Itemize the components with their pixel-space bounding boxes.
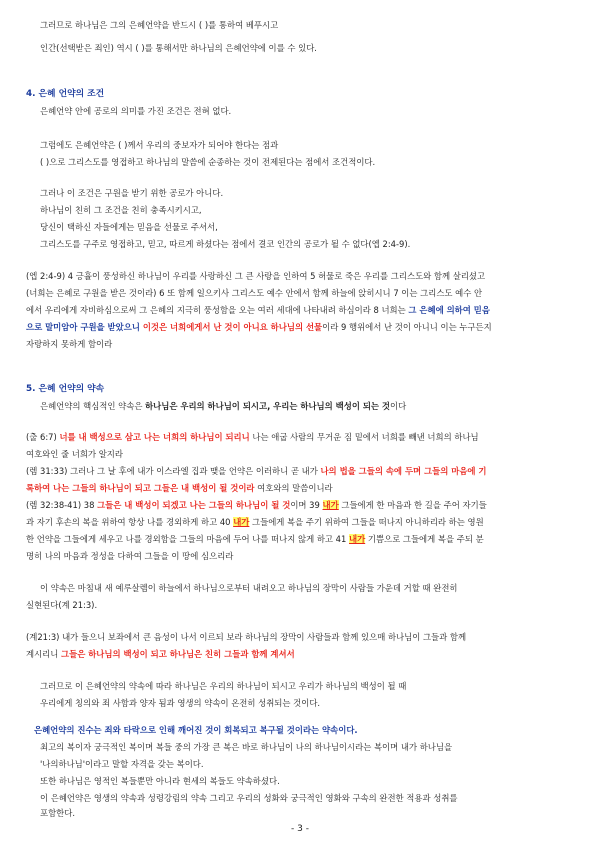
jeremiah31-highlight-b: 록하여 나는 그들의 하나님이 되고 그들은 내 백성이 될 것이라 <box>26 483 255 493</box>
jeremiah32-text-b: 이며 39 <box>290 500 323 510</box>
ephesians-line-3 <box>26 305 490 316</box>
jeremiah32-line-3-a: 한 언약을 그들에게 세우고 나를 경외함을 그들의 마음에 두어 나를 떠나지 않게 하고 41 <box>26 534 349 544</box>
revelation-highlight: 그들은 하나님의 백성이 되고 하나님은 친히 그들과 함께 계셔서 <box>61 649 295 659</box>
jeremiah32-text-c: 그들에게 한 마음과 한 길을 주어 자기들 <box>338 500 487 510</box>
section-5-heading: 5. 은혜 언약의 약속 <box>26 384 105 394</box>
ephesians-highlight-faith: 으로 말미암아 구원을 받았으니 <box>26 322 140 332</box>
conclusion-line-2: 우리에게 칭의와 죄 사함과 양자 됨과 영생의 약속이 온전히 성취되는 것이다. <box>40 698 321 708</box>
exodus-highlight: 너를 내 백성으로 삼고 나는 너희의 하나님이 되리니 <box>59 432 250 442</box>
core-promise-bold: 하나님은 우리의 하나님이 되시고, 우리는 하나님의 백성이 되는 것 <box>145 401 391 411</box>
ephesians-highlight-gift: 이것은 너희에게서 난 것이 아니요 하나님의 선물 <box>139 322 323 332</box>
jeremiah31-tail: 여호와의 말씀이니라 <box>254 483 333 493</box>
exodus-tail: 나는 애굽 사람의 무거운 짐 밑에서 너희를 빼낸 너희의 하나님 <box>249 432 479 442</box>
ending-line-4: 이 은혜언약은 영생의 약속과 성령강림의 약속 그리고 우리의 성화와 궁극적인 영화와 구속의 완전한 적용과 성취를 <box>40 793 458 803</box>
jeremiah32-mark-1: 내가 <box>322 500 339 510</box>
jeremiah31-highlight-a: 나의 법을 그들의 속에 두며 그들의 마음에 기 <box>320 466 487 476</box>
ephesians-highlight-grace: 그 은혜에 의하여 믿음 <box>408 305 490 315</box>
jeremiah32-line-3-b: 기쁨으로 그들에게 복을 주되 분 <box>365 534 484 544</box>
section-4-heading: 4. 은혜 언약의 조건 <box>26 89 105 99</box>
jeremiah32-highlight: 그들은 내 백성이 되겠고 나는 그들의 하나님이 될 것 <box>97 500 291 510</box>
revelation-line-2 <box>26 649 295 660</box>
jeremiah32-line-2-b: 그들에게 복을 주기 위하여 그들을 떠나지 아니하리라 하는 영원 <box>249 517 484 527</box>
section-4-intro: 은혜언약 안에 공로의 의미를 가진 조건은 전혀 없다. <box>40 106 232 116</box>
grace-line-1: 그러나 이 조건은 구원을 받기 위한 공로가 아니다. <box>40 188 224 198</box>
condition-line-1: 그럼에도 은혜언약은 ( )께서 우리의 중보자가 되어야 한다는 점과 <box>40 140 279 150</box>
revelation-line-1: (계21:3) 내가 들으니 보좌에서 큰 음성이 나서 이르되 보라 하나님의 장막이 사람들과 함께 있으매 하나님이 그들과 함께 <box>26 632 467 642</box>
jeremiah32-mark-2: 내가 <box>233 517 250 527</box>
ending-line-2: '나의하나님'이라고 말할 자격을 갖는 복이다. <box>40 759 204 769</box>
grace-line-3: 당신이 택하신 자들에게는 믿음을 선물로 주셔서, <box>40 222 218 232</box>
condition-line-2: ( )으로 그리스도를 영접하고 하나님의 말씀에 순종하는 것이 전제된다는 점에서 조건적이다. <box>40 157 376 167</box>
covenant-means-line-2: 인간(선택받은 죄인) 역시 ( )를 통해서만 하나님의 은혜언약에 이를 수 있다. <box>40 43 317 53</box>
jeremiah32-line-2-a: 과 자기 후손의 복을 위하여 항상 나를 경외하게 하고 40 <box>26 517 234 527</box>
jeremiah32-line-2 <box>26 517 484 528</box>
jeremiah32-mark-3: 내가 <box>349 534 366 544</box>
jeremiah32-line-1 <box>26 500 487 511</box>
fulfilment-line-1: 이 약속은 마침내 새 예루살렘이 하늘에서 하나님으로부터 내려오고 하나님의 장막이 사람들 가운데 거할 때 완전히 <box>40 583 458 593</box>
core-promise-line <box>40 401 406 412</box>
ephesians-line-2: (너희는 은혜로 구원을 받은 것이라) 6 또 함께 일으키사 그리스도 예수 안에서 함께 하늘에 앉히시니 7 이는 그리스도 예수 안 <box>26 288 483 298</box>
ephesians-line-4-tail: 이라 9 행위에서 난 것이 아니니 이는 누구든지 <box>322 322 492 332</box>
jeremiah32-line-3 <box>26 534 484 545</box>
jeremiah32-line-4: 명히 나의 마음과 정성을 다하여 그들을 이 땅에 심으리라 <box>26 551 234 561</box>
grace-line-2: 하나님이 친히 그 조건을 친히 충족시키시고, <box>40 205 202 215</box>
ending-line-1: 최고의 복이자 궁극적인 복이며 복들 중의 가장 큰 복은 바로 하나님이 나의 하나님이시라는 복이며 내가 하나님을 <box>40 742 453 752</box>
essence-statement: 은혜언약의 진수는 죄와 타락으로 인해 깨어진 것이 회복되고 복구될 것이라는 약속이다. <box>34 725 358 735</box>
fulfilment-line-2: 실현된다(계 21:3). <box>26 600 98 610</box>
ephesians-line-3-text: 에서 우리에게 자비하심으로써 그 은혜의 지극히 풍성함을 오는 여러 세대에 나타내려 하심이라 8 너희는 <box>26 305 409 315</box>
ephesians-line-5: 자랑하지 못하게 함이라 <box>26 339 113 349</box>
ending-line-3: 또한 하나님은 영적인 복들뿐만 아니라 현세의 복들도 약속하셨다. <box>40 776 280 786</box>
jeremiah31-text: (렘 31:33) 그러나 그 날 후에 내가 이스라엘 집과 맺을 언약은 이러하니 곧 내가 <box>26 466 321 476</box>
ending-line-5: 포함한다. <box>40 808 76 818</box>
jeremiah32-ref: (렘 32:38-41) 38 <box>26 500 98 510</box>
covenant-means-line-1: 그러므로 하나님은 그의 은혜언약을 반드시 ( )를 통하여 베푸시고 <box>40 20 279 30</box>
revelation-line-2-a: 계시리니 <box>26 649 62 659</box>
conclusion-line-1: 그러므로 이 은혜언약의 약속에 따라 하나님은 우리의 하나님이 되시고 우리가 하나님의 백성이 될 때 <box>40 681 407 691</box>
core-promise-prefix: 은혜언약의 핵심적인 약속은 <box>40 401 146 411</box>
ephesians-line-1: (엡 2:4-9) 4 긍휼이 풍성하신 하나님이 우리를 사랑하신 그 큰 사랑을 인하여 5 허물로 죽은 우리를 그리스도와 함께 살리셨고 <box>26 271 486 281</box>
exodus-ref: (출 6:7) <box>26 432 60 442</box>
ephesians-line-4 <box>26 322 492 333</box>
exodus-line-2: 여호와인 줄 너희가 알지라 <box>26 449 123 459</box>
page-number: - 3 - <box>291 824 309 834</box>
grace-line-4: 그리스도를 구주로 영접하고, 믿고, 따르게 하셨다는 점에서 결코 인간의 공로가 될 수 없다(엡 2:4-9). <box>40 239 411 249</box>
jeremiah31-line-1 <box>26 466 487 477</box>
jeremiah31-line-2 <box>26 483 333 494</box>
core-promise-suffix: 이다 <box>390 401 407 411</box>
exodus-line-1 <box>26 432 479 443</box>
